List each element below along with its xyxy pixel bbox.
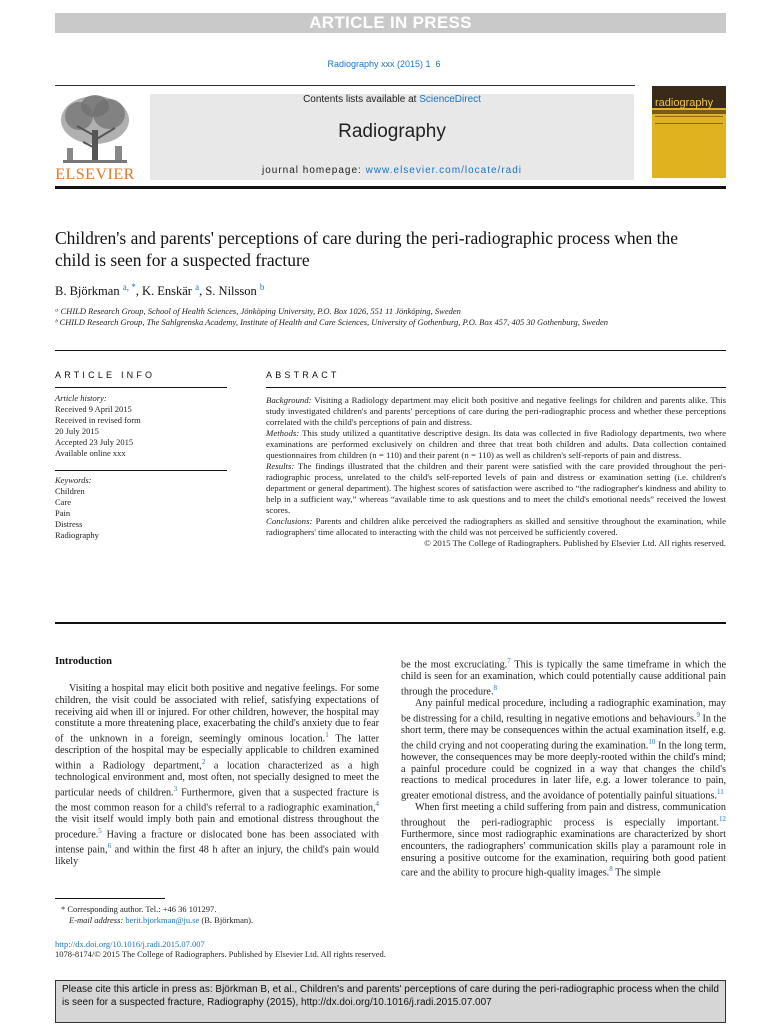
citation-ref[interactable]: 11: [717, 788, 724, 797]
keyword: Care: [55, 497, 72, 507]
keyword: Radiography: [55, 530, 99, 540]
history-label: Article history:: [55, 393, 107, 403]
author-separator: ,: [199, 284, 206, 299]
contents-prefix: Contents lists available at: [303, 94, 420, 105]
author-affil-mark[interactable]: b: [259, 282, 265, 292]
homepage-link[interactable]: www.elsevier.com/locate/radi: [365, 165, 522, 176]
abstract-results: [266, 461, 726, 516]
info-heading-rule: [55, 387, 227, 388]
journal-title: Radiography: [338, 121, 446, 142]
paragraph-text: be the most excruciating.: [401, 659, 508, 671]
corresponding-author: * Corresponding author. Tel.: +46 36 101297.: [61, 904, 217, 914]
email-suffix: (B. Björkman).: [199, 915, 254, 925]
paragraph-text: In the long term, however, the consequences may be more deeply-rooted within the child's mind; a painful procedure could be cognized in a way that changes the child's reactions to medical procedures in later life, e.g. a lower tolerance to pain, greater emotional distress, and the avoidance of potentially painful situations.: [401, 740, 726, 802]
footnote-rule: [55, 898, 165, 899]
cover-title: radiography: [655, 97, 714, 109]
paragraph-text: and within the first 48 h after an injury, the child's pain would likely: [55, 844, 379, 868]
article-in-press-banner: ARTICLE IN PRESS: [55, 13, 726, 33]
paragraph-text: The simple: [612, 867, 661, 879]
keyword: Pain: [55, 508, 71, 518]
citation-ref[interactable]: 6: [107, 841, 112, 850]
author-name: B. Björkman: [55, 284, 120, 299]
paragraph-text: Having a fracture or dislocated bone has been associated with intense pain,: [55, 829, 379, 856]
intro-paragraph: [55, 683, 379, 868]
citation-ref[interactable]: 8: [609, 865, 613, 874]
citation-ref[interactable]: 12: [719, 814, 726, 823]
abstract-background: [266, 395, 726, 428]
header-top-rule: [55, 85, 635, 86]
intro-paragraph: [401, 698, 726, 802]
paragraph-text: Furthermore, since most radiographic examinations are characterized by short encounters, the radiographers' communication skills play a paramount role in ensuring a positive outcome for the examination, requiring both good patient care and the ability to procure high-quality images.: [401, 829, 726, 879]
paragraph-text: a location characterized as a high technological environment and, most often, not specially designed to meet the particular needs of children.: [55, 760, 380, 799]
introduction-heading: Introduction: [55, 656, 112, 667]
right-column: [401, 656, 726, 879]
keyword: Distress: [55, 519, 83, 529]
results-text: The findings illustrated that the children and their parent were satisfied with the care provided throughout the peri-radiographic process, unrelated to the child's self-reported levels of pain and distress or examination setting (i.e. children's department or general department). The highest scores of satisfaction were ascribed to “the radiographer's kindness and ability to help in a sufficient way,” whereas “available time to ask questions and to meet the child's emotional needs” received the lowest scores.: [266, 461, 726, 515]
email-link[interactable]: berit.bjorkman@ju.se: [125, 915, 200, 925]
issn-line: 1078-8174/© 2015 The College of Radiographers. Published by Elsevier Ltd. All rights reserved.: [55, 949, 386, 959]
citation-ref[interactable]: 8: [493, 683, 498, 692]
abstract-conclusions: [266, 516, 726, 538]
citation-ref[interactable]: 10: [648, 737, 656, 746]
abstract-body: [266, 395, 726, 549]
abstract-heading-rule: [266, 387, 726, 388]
paragraph-text: Visiting a hospital may elicit both positive and negative feelings. For some children, the visit could be associated with relief, satisfying expectations of receiving aid when ill or injured. For other children, however, the hospital may constitute a more threatening place, exacerbating the child's anxiety due to fear of the unknown in a foreign, seemingly ominous location.: [55, 683, 379, 745]
conclusions-label: Conclusions:: [266, 516, 313, 526]
methods-text: This study utilized a quantitative descriptive design. Its data was collected in five Radiology departments, two where examinations are performed exclusively on children and three that treat both children and adults. Data collection contained questionnaires from children (n = 110) and their parent (n = 110) as well as children's self-reports of pain and distress.: [266, 428, 726, 460]
email-label: E-mail address:: [69, 915, 126, 925]
abstract-methods: [266, 428, 726, 461]
paragraph-text: The latter description of the hospital may be especially applicable to children examined within a Radiology department,: [55, 733, 379, 772]
methods-label: Methods:: [266, 428, 300, 438]
abstract-heading: ABSTRACT: [266, 370, 340, 380]
abstract-bottom-rule: [55, 622, 726, 624]
contents-line: [150, 94, 634, 105]
abstract-copyright: © 2015 The College of Radiographers. Published by Elsevier Ltd. All rights reserved.: [424, 538, 726, 548]
citation-ref[interactable]: 7: [507, 657, 511, 665]
keywords-label: Keywords:: [55, 475, 92, 485]
citation-box: Please cite this article in press as: Björkman B, et al., Children's and parents' perceptions of care during the peri-radiographic process when the child is seen for a suspected fracture, Radiography (2015), http://dx.doi.org/10.1016/j.radi.2015.07.007: [55, 980, 726, 1023]
paragraph-text: When first meeting a child suffering from pain and distress, communication throughout the peri-radiographic process is especially important.: [401, 802, 726, 829]
background-text: Visiting a Radiology department may elicit both positive and negative feelings for children and parents alike. This study investigated children's and parents' perceptions of care during the peri-radiographic process and whether these perceptions correlated with the child's perceptions of pain and distress.: [266, 395, 726, 427]
cover-strip: [652, 110, 726, 114]
author-name: S. Nilsson: [205, 284, 257, 299]
homepage-line: [150, 165, 634, 176]
elsevier-wordmark: ELSEVIER: [55, 166, 135, 183]
history-item: Received in revised form: [55, 415, 141, 425]
citation-ref[interactable]: 5: [98, 826, 102, 835]
results-label: Results:: [266, 461, 295, 471]
email-line: [55, 915, 253, 926]
cover-lines: [655, 116, 723, 124]
journal-cover: [652, 86, 726, 178]
author-affil-mark[interactable]: a: [195, 282, 200, 292]
article-info-heading: ARTICLE INFO: [55, 370, 156, 380]
history-item: Received 9 April 2015: [55, 404, 132, 414]
conclusions-text: Parents and children alike perceived the radiographers as skilled and sensitive throughout the examination, while radiographers' time allocated to interacting with the child was not perceived be sufficiently covered.: [266, 516, 727, 537]
author-affil-mark[interactable]: a, *: [122, 282, 136, 292]
masthead-rule: [55, 186, 726, 189]
keywords-rule: [55, 470, 227, 471]
paragraph-text: the visit itself would imply both pain and emotional distress throughout the procedure.: [55, 814, 379, 841]
affiliation-a: ᵃ CHILD Research Group, School of Health Sciences, Jönköping University, P.O. Box 1026, 551 11 Jönköping, Sweden: [55, 306, 461, 316]
keywords: [55, 475, 99, 541]
citation-ref[interactable]: 4: [375, 799, 379, 808]
doi-link[interactable]: http://dx.doi.org/10.1016/j.radi.2015.07.007: [55, 939, 205, 949]
history-item: Available online xxx: [55, 448, 126, 458]
author-separator: ,: [135, 284, 142, 299]
journal-reference[interactable]: Radiography xxx (2015) 1 6: [327, 59, 441, 69]
article-history: [55, 393, 141, 459]
paragraph-text: This is typically the same timeframe in which the child is seen for an examination, which could potentially cause additional pain through the procedure.: [401, 659, 726, 698]
info-top-rule: [55, 350, 726, 351]
corresponding-footnote: [55, 904, 253, 926]
left-column: [55, 683, 379, 868]
sciencedirect-link[interactable]: ScienceDirect: [419, 94, 481, 105]
background-label: Background:: [266, 395, 312, 405]
citation-ref[interactable]: 3: [173, 784, 178, 793]
citation-ref[interactable]: 2: [201, 757, 206, 766]
history-item: 20 July 2015: [55, 426, 99, 436]
homepage-prefix: journal homepage:: [261, 165, 366, 176]
paragraph-text: In the short term, there may be consequences within the actual examination itself, e.g. the child crying and not cooperating during the examination.: [401, 713, 726, 752]
history-item: Accepted 23 July 2015: [55, 437, 134, 447]
keyword: Children: [55, 486, 85, 496]
citation-ref[interactable]: 9: [696, 710, 700, 719]
affiliation-b: ᵇ CHILD Research Group, The Sahlgrenska Academy, Institute of Health and Care Sciences, University of Gothenburg, P.O. Box 457, 405 30 Gothenburg, Sweden: [55, 317, 608, 327]
citation-ref[interactable]: 1: [325, 731, 329, 739]
author-name: K. Enskär: [141, 284, 192, 299]
article-title: Children's and parents' perceptions of care during the peri-radiographic process when the child is seen for a suspected fracture: [55, 228, 678, 270]
paragraph-text: Furthermore, given that a suspected fracture is the most common reason for a child's referral to a radiographic examination,: [55, 787, 380, 814]
intro-paragraph: [401, 802, 726, 879]
author-list: [55, 282, 264, 299]
intro-paragraph: [401, 656, 726, 698]
paragraph-text: Any painful medical procedure, including a radiographic examination, may be distressing for a child, resulting in negative emotions and behaviours.: [401, 698, 726, 725]
journal-masthead: [150, 94, 634, 180]
